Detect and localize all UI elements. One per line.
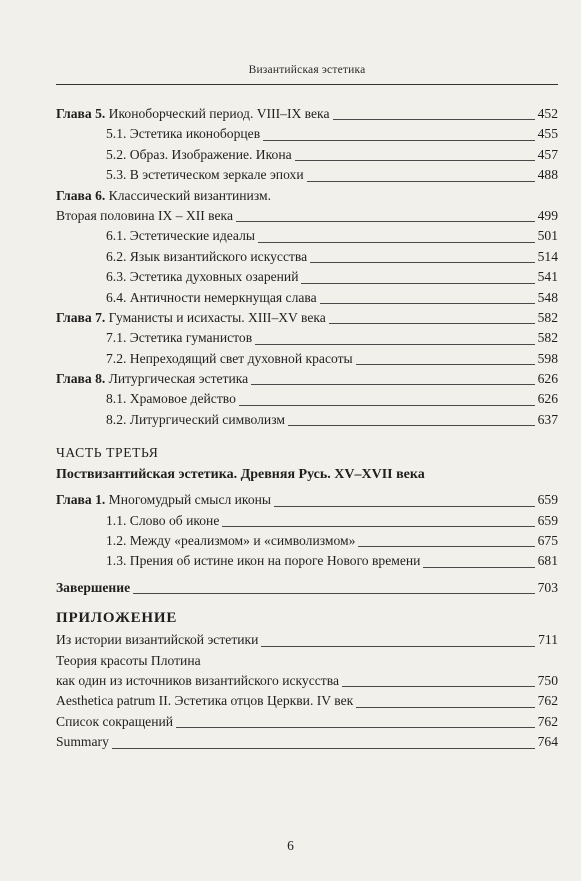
toc-page-number: 762 [537,693,558,709]
toc-entry-label [106,551,420,571]
toc-page-number: 499 [537,207,558,223]
toc-entry-label [106,226,255,246]
toc-entry-label [106,124,260,144]
toc-entry-text: Завершение [56,579,131,595]
leader-line [261,626,535,646]
chapter-number: Глава 7. [56,309,106,325]
toc-entry-text: 5.1. Эстетика иконоборцев [106,126,261,142]
leader-line [333,100,535,120]
leader-line [358,527,535,547]
toc-page-number: 762 [537,713,558,729]
toc-entry[interactable] [56,165,558,185]
toc-entry-label [106,410,285,430]
leader-line [112,728,535,748]
leader-line [356,345,535,365]
toc-page-number: 711 [538,632,558,648]
leader-line [329,304,535,324]
toc-page-number: 452 [537,106,558,121]
toc-page-number: 637 [537,411,558,427]
toc-entry-text: 6.2. Язык византийского искусства [106,248,308,264]
toc-entry-text: как один из источников византийского искусства [56,672,340,688]
toc-entry-label [56,369,248,389]
leader-line [263,120,535,140]
toc-entry-text: 6.3. Эстетика духовных озарений [106,269,299,285]
leader-line [258,222,535,242]
toc-entry-text: Многомудрый смысл иконы [105,492,272,508]
toc-entry-text: 7.2. Непреходящий свет духовной красоты [106,350,353,366]
toc-entry-text: 6.1. Эстетические идеалы [106,228,256,244]
toc-entry-label [56,578,130,598]
toc-block-conclusion [56,578,558,598]
leader-line [274,486,535,506]
toc-page-number: 764 [537,734,558,750]
toc-page-number: 582 [537,330,558,346]
toc-entry-text: Список сокращений [56,713,174,729]
leader-line [251,365,535,385]
part-title: ЧАСТЬ ТРЕТЬЯ [56,445,159,461]
leader-line [236,202,535,222]
toc-entry-text: 5.3. В эстетическом зеркале эпохи [106,167,304,183]
toc-page-number: 750 [537,672,558,688]
leader-line [356,687,535,707]
toc-entry[interactable] [56,578,558,598]
chapter-number: Глава 1. [56,492,106,508]
toc-entry-text: 7.1. Эстетика гуманистов [106,330,253,346]
toc-entry-label [106,328,252,348]
toc-page-number: 514 [537,248,558,264]
leader-line [295,141,535,161]
toc-page-number: 703 [537,579,558,595]
toc-page-number: 626 [537,391,558,407]
toc-block-part3 [56,490,558,572]
toc-entry-text: 6.4. Античности немеркнущая слава [106,289,317,305]
toc-entry-text: Из истории византийской эстетики [56,632,259,648]
toc-entry-text: 1.1. Слово об иконе [106,512,220,528]
toc-entry-text: 8.2. Литургический символизм [106,411,285,427]
toc-entry-text: Гуманисты и исихасты. XIII–XV века [105,309,326,325]
toc-entry[interactable] [56,630,558,650]
toc-entry-text: Классический византинизм. [105,187,272,203]
leader-line [176,708,535,728]
toc-entry-text: 5.2. Образ. Изображение. Икона [106,146,292,162]
toc-page-number: 681 [537,553,558,569]
toc-page-number: 598 [537,350,558,366]
toc-page-number: 541 [537,269,558,285]
toc-page-number: 659 [537,512,558,528]
toc-entry-text: Aesthetica patrum II. Эстетика отцов Церкви. IV век [56,693,354,709]
chapter-number: Глава 8. [56,371,106,387]
toc-page-number: 457 [537,146,558,162]
toc-entry-text: 1.3. Прения об истине икон на пороге Нового времени [106,553,421,569]
part-subtitle: Поствизантийская эстетика. Древняя Русь. XV–XVII века [56,467,425,483]
toc-entry-text: Теория красоты Плотина [56,652,201,668]
toc-entry-text: Вторая половина IX – XII века [56,207,233,223]
toc-entry[interactable] [56,551,558,571]
toc-block-chapters [56,104,558,430]
toc-entry[interactable] [56,732,558,752]
toc-entry-label [56,630,258,650]
toc-page-number: 488 [537,167,558,183]
header-rule [56,84,558,85]
toc-entry-text: Литургическая эстетика [105,371,249,387]
toc-entry-text: Иконоборческий период. VIII–IX века [105,106,330,121]
toc-entry-label [56,732,109,752]
toc-entry-label [106,511,219,531]
toc-page-number: 659 [537,492,558,508]
toc-entry-label [56,671,339,691]
leader-line [423,547,535,567]
toc-entry-text: Summary [56,734,109,750]
page-number: 6 [287,838,294,853]
toc-page-number: 675 [537,533,558,549]
toc-entry-label [106,267,298,287]
leader-line [307,161,535,181]
leader-line [342,667,535,687]
chapter-number: Глава 5. [56,106,106,121]
toc-entry-label [106,165,304,185]
table-of-contents [56,104,558,753]
toc-entry-label [56,651,201,671]
toc-entry[interactable] [56,410,558,430]
leader-line [310,243,535,263]
leader-line [301,263,535,283]
leader-line [255,324,535,344]
toc-entry-label [106,531,355,551]
toc-page-number: 501 [537,228,558,244]
appendix-title: ПРИЛОЖЕНИЕ [56,610,178,627]
toc-entry-label [106,247,307,267]
toc-page-number: 582 [537,309,558,325]
leader-line [133,574,535,594]
leader-line [320,284,535,304]
toc-entry-label [56,206,233,226]
leader-line [239,385,535,405]
toc-page-number: 455 [537,126,558,142]
leader-line [288,406,535,426]
toc-entry-text: 1.2. Между «реализмом» и «символизмом» [106,533,356,549]
toc-page-number: 626 [537,371,558,387]
toc-entry-text: 8.1. Храмовое действо [106,391,236,407]
chapter-number: Глава 6. [56,187,106,203]
running-head: Византийская эстетика [248,64,366,76]
toc-entry-label [106,389,236,409]
toc-page-number: 548 [537,289,558,305]
toc-entry-label [106,288,317,308]
toc-entry-label [106,145,292,165]
leader-line [222,507,535,527]
toc-block-appendix [56,630,558,752]
